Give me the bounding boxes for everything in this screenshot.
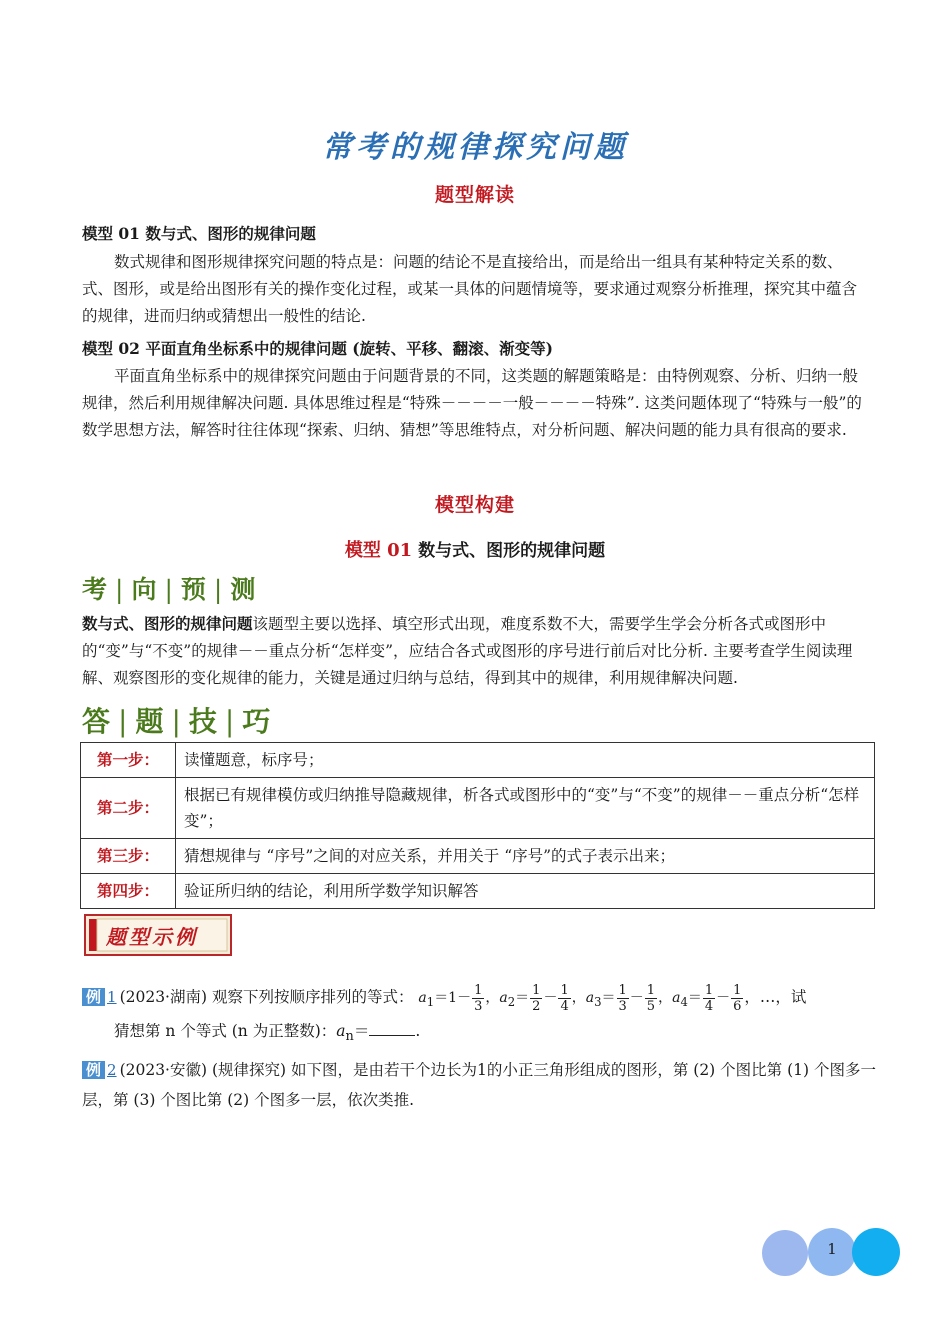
example-1-question: 猜想第 n 个等式 (n 为正整数)： xyxy=(114,1022,337,1040)
kaoxiang-text: 该题型主要以选择、填空形式出现，难度系数不大，需要学生学会分析各式或图形中的“变”与“不变”的规律－－重点分析“怎样变”，应结合各式或图形的序号进行前后对比分析. 主要考查学生阅读理解、观察图形的变化规律的能力，关键是通过归纳与总结，得到其中的规律，利用规律解决问题. xyxy=(82,615,853,687)
model01-label: 模型 01 数与式、图形的规律问题 xyxy=(82,224,316,243)
an-subscript: n xyxy=(345,1029,354,1045)
example-tag: 例 xyxy=(82,1061,105,1079)
model02-text: 平面直角坐标系中的规律探究问题由于问题背景的不同，这类题的解题策略是：由特例观察、分析、归纳一般规律，然后利用规律解决问题. 具体思维过程是“特殊－－－－一般－－－－特殊”. 这类问题体现了“特殊与一般”的数学思想方法，解答时往往体现“探索、归纳、猜想”等思维特点，对分析问题、解决问题的能力具有很高的要求. xyxy=(82,367,862,439)
section-heading-interpretation: 题型解读 xyxy=(434,184,515,206)
table-row xyxy=(81,743,875,778)
model02-label: 模型 02 平面直角坐标系中的规律问题 (旋转、平移、翻滚、渐变等) xyxy=(82,339,553,358)
example-2 xyxy=(82,1055,877,1115)
step-text: 验证所归纳的结论，利用所学数学知识解答 xyxy=(176,874,875,909)
table-row xyxy=(81,874,875,909)
table-row xyxy=(81,839,875,874)
dati-char: 巧 xyxy=(242,705,273,738)
step-label: 第四步： xyxy=(81,874,176,909)
formula-seq: $a_1=1-$ $\frac{1}{3}$ ，$a_2=$ $\frac{1}{2}$ － $\frac{1}{4}$ ，$a_3=$ $\frac{1}{3}$ － $\frac{1}{5}$ ，$a_4=$ $\frac{1}{4}$ － $\frac{1}{6}$ xyxy=(418,982,742,1014)
model-head-number: 模型 01 xyxy=(344,540,413,561)
example-1-lead: (2023·湖南) 观察下列按顺序排列的等式： xyxy=(119,988,414,1006)
kaoxiang-paragraph xyxy=(82,610,872,692)
section-heading-construction: 模型构建 xyxy=(434,494,515,516)
step-text: 读懂题意，标序号； xyxy=(176,743,875,778)
page-decor-circle-left xyxy=(762,1230,808,1276)
kaoxiang-bold: 数与式、图形的规律问题 xyxy=(82,614,253,633)
example-1-line2 xyxy=(114,1018,874,1050)
page-title: 常考的规律探究问题 xyxy=(322,130,628,165)
steps-table xyxy=(80,742,875,909)
kaoxiang-char: 测 xyxy=(230,575,258,604)
example-badge xyxy=(84,914,232,956)
example-number-link[interactable]: 2 xyxy=(107,1061,117,1079)
dati-heading: 答 | 题 | 技 | 巧 xyxy=(82,705,273,738)
dati-char: 技 xyxy=(188,705,219,738)
equals-sign: ＝ xyxy=(353,1022,370,1040)
kaoxiang-char: 向 xyxy=(131,575,159,604)
example-2-text: (2023·安徽) (规律探究) 如下图，是由若干个边长为1的小正三角形组成的图形，第 (2) 个图比第 (1) 个图多一层，第 (3) 个图比第 (2) 个图多一层，依次类推. xyxy=(82,1061,876,1109)
step-label: 第二步： xyxy=(81,778,176,839)
dati-char: 答 xyxy=(82,705,113,738)
step-text: 猜想规律与 “序号”之间的对应关系，并用关于 “序号”的式子表示出来； xyxy=(176,839,875,874)
model-head xyxy=(0,536,950,562)
answer-blank xyxy=(369,1021,415,1036)
example-tag: 例 xyxy=(82,988,105,1006)
kaoxiang-char: 考 xyxy=(82,575,110,604)
model01-text: 数式规律和图形规律探究问题的特点是：问题的结论不是直接给出，而是给出一组具有某种特定关系的数、式、图形，或是给出图形有关的操作变化过程，或某一具体的问题情境等，要求通过观察分析推理，探究其中蕴含的规律，进而归纳或猜想出一般性的结论. xyxy=(82,253,858,325)
example-1 xyxy=(82,980,882,1019)
kaoxiang-char: 预 xyxy=(180,575,208,604)
an-symbol: a xyxy=(336,1022,346,1040)
model-head-title: 数与式、图形的规律问题 xyxy=(412,541,606,561)
kaoxiang-heading: 考 | 向 | 预 | 测 xyxy=(82,575,258,604)
step-text: 根据已有规律模仿或归纳推导隐藏规律，析各式或图形中的“变”与“不变”的规律－－重点分析“怎样变”； xyxy=(176,778,875,839)
page-decor-circle-right xyxy=(852,1228,900,1276)
dati-char: 题 xyxy=(135,705,166,738)
page-number: 1 xyxy=(827,1240,837,1258)
step-label: 第三步： xyxy=(81,839,176,874)
table-row xyxy=(81,778,875,839)
step-label: 第一步： xyxy=(81,743,176,778)
example-1-tail: ，…，试 xyxy=(744,988,807,1006)
badge-label: 题型示例 xyxy=(106,925,198,949)
period: . xyxy=(415,1022,421,1040)
example-number-link[interactable]: 1 xyxy=(107,988,117,1006)
